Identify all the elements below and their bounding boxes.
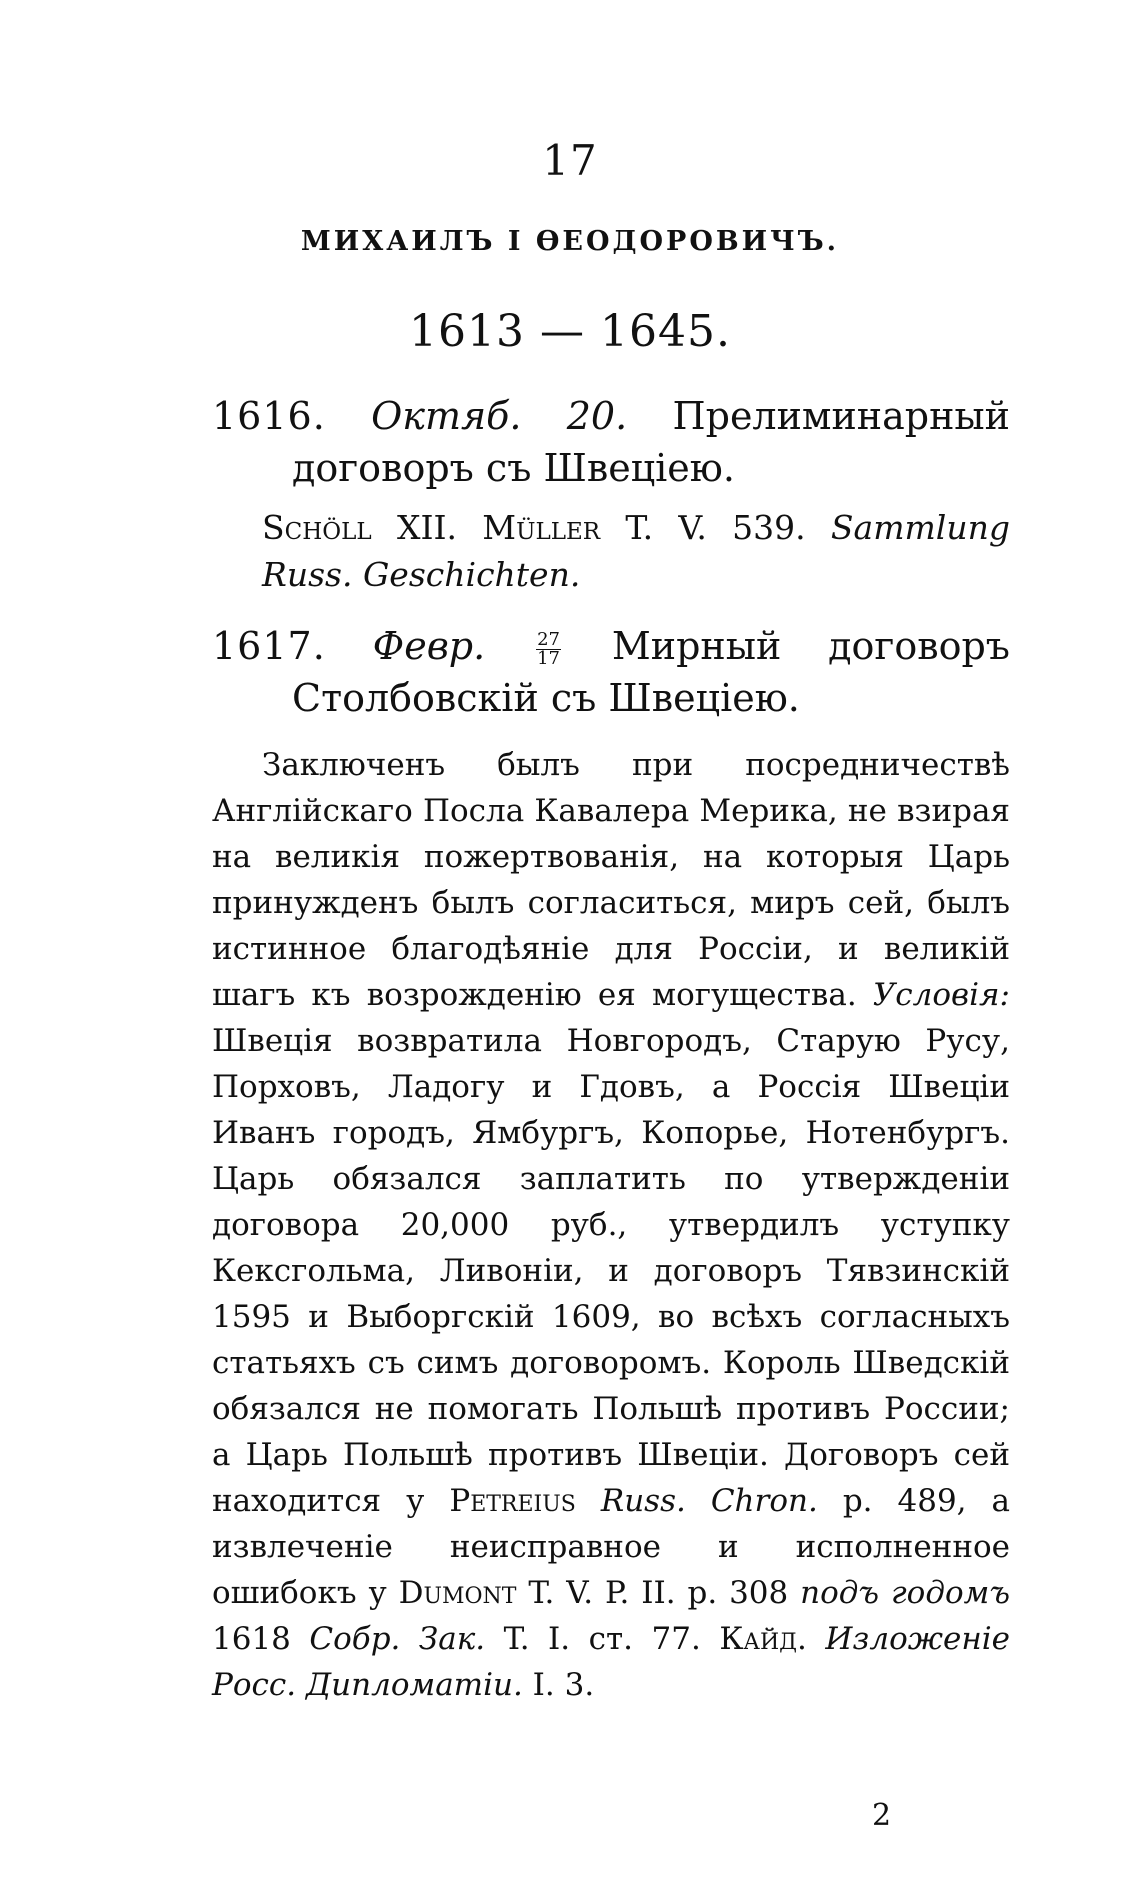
entry-text: Прелиминарный договоръ съ Швеціею. [292,394,1010,490]
source-ref: XII. [396,508,458,547]
source-author: Müller [482,508,601,547]
fraction-numerator: 27 [537,629,560,650]
entry-1616 [212,390,1010,494]
page-number: 17 [542,136,598,185]
note-text: Заключенъ былъ при посредничествѣ Англійскаго Посла Кавалера Мерика, не взирая на великія пожертвованія, на которыя Царь принужденъ былъ согласиться, миръ сей, былъ истинное благодѣяніе для Россіи, и великій шагъ къ возрожденію ея могущества. [212,747,1010,1013]
note-text: T. I. ст. 77. [503,1621,701,1657]
citation-title: Russ. Chron. [600,1483,818,1519]
note-text: Швеція возвратила Новгородъ, Старую Русу, Порховъ, Ладогу и Гдовъ, а Россія Швеціи Иванъ городъ, Ямбургъ, Копорье, Нотенбургъ. Царь обязался заплатить по утвержденіи договора 20,000 руб., утвердилъ уступку Кексгольма, Ливоніи, и договоръ Тявзинскій 1595 и Выборгскій 1609, во всѣхъ согласныхъ статьяхъ съ симъ договоромъ. Король Шведскій обязался не помогать Польшѣ противъ России; а Царь Польшѣ противъ Швеціи. Договоръ сей находится у [212,1023,1010,1519]
source-author: Schöll [262,508,372,547]
entry-text: Мирный договоръ Столбовскій съ Швеціею. [292,624,1010,720]
entry-year: 1617. [212,624,326,668]
fraction-denominator: 17 [537,648,560,669]
entry-source [262,504,1010,598]
date-fraction [536,631,561,668]
note-text: 1618 [212,1621,291,1657]
citation-title: Собр. Зак. [309,1621,486,1657]
note-text: I. 3. [532,1667,595,1703]
main-content [212,390,1010,1708]
entry-1617 [212,620,1010,724]
citation-phrase: подъ годомъ [800,1575,1010,1611]
source-ref: T. V. 539. [625,508,806,547]
citation-author: Petreius [449,1483,576,1519]
entry-date: Февр. [372,624,486,668]
note-text: p. 489, а извлеченіе неисправное и исполненное ошибокъ у [212,1483,1011,1611]
note-text: T. V. P. II. p. 308 [528,1575,789,1611]
citation-author: Кайд. [719,1621,807,1657]
conditions-label: Условія: [872,977,1010,1013]
citation-title: Изложеніе Росс. Дипломатіи. [212,1621,1010,1703]
source-collection: Sammlung Russ. Geschichten. [262,508,1010,594]
signature-mark: 2 [872,1798,892,1833]
entry-year: 1616. [212,394,326,438]
entry-date: Октяб. 20. [371,394,628,438]
commentary-paragraph [212,742,1010,1708]
citation-author: Dumont [398,1575,517,1611]
running-head: МИХАИЛЪ I ѲЕОДОРОВИЧЪ. [300,226,840,257]
reign-years: 1613 — 1645. [409,306,731,357]
